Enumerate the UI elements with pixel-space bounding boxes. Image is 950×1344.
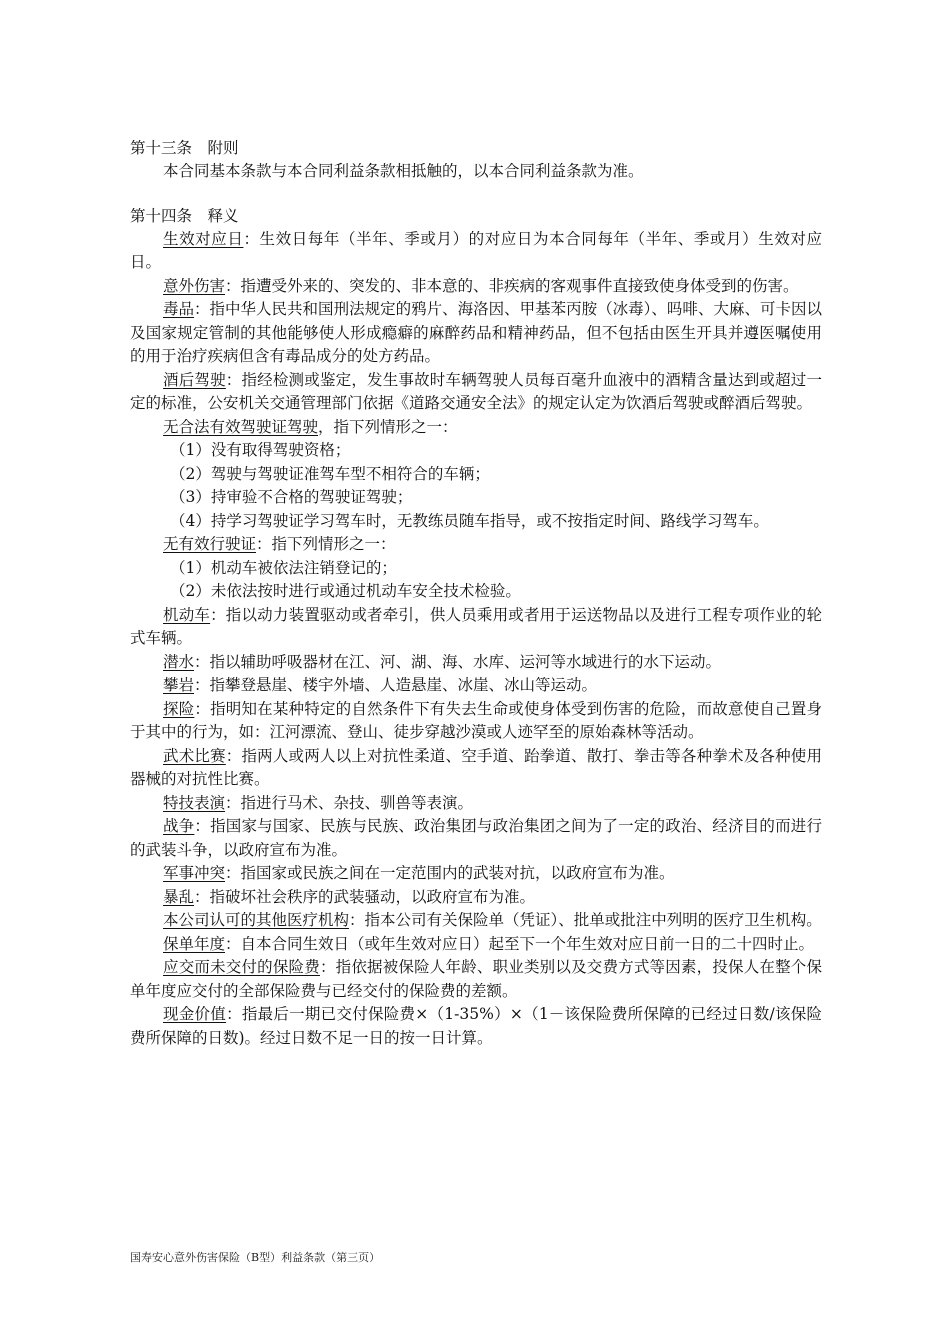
page-footer: 国寿安心意外伤害保险（B型）利益条款（第三页）	[130, 1251, 381, 1264]
definition-text: ：生效日每年（半年、季或月）的对应日为本合同每年（半年、季或月）生效对应日。	[130, 229, 822, 271]
definition-riot	[130, 886, 822, 910]
term: 探险	[163, 699, 195, 718]
list-item: （1）没有取得驾驶资格；	[170, 441, 351, 459]
term: 战争	[163, 817, 195, 835]
term: 保单年度	[163, 934, 226, 953]
definition-diving	[130, 651, 822, 675]
definition-medical-institution	[130, 909, 822, 933]
definition-text: ：指破坏社会秩序的武装骚动，以政府宣布为准。	[194, 887, 536, 906]
term: 武术比赛	[163, 746, 226, 765]
term: 毒品	[163, 300, 195, 318]
definition-text: ：指以动力装置驱动或者牵引，供人员乘用或者用于运送物品以及进行工程专项作业的轮式车辆。	[130, 605, 822, 647]
section-13-heading: 第十三条 附则	[130, 139, 239, 157]
definition-war	[130, 815, 822, 862]
definition-drugs	[130, 298, 822, 369]
definition-text: ：指最后一期已交付保险费×（1-35%）×（1－该保险费所保障的已经过日数/该保险费所保障的日数)。经过日数不足一日的按一日计算。	[130, 1005, 822, 1047]
term: 生效对应日	[163, 229, 244, 248]
term: 特技表演	[163, 793, 226, 812]
definition-policy-year	[130, 933, 822, 957]
definition-no-vehicle-license	[130, 533, 822, 557]
definition-text: ：指进行马术、杂技、驯兽等表演。	[225, 793, 474, 812]
definition-no-license	[130, 416, 822, 440]
term: 本公司认可的其他医疗机构	[163, 911, 350, 929]
definition-accident	[130, 275, 822, 299]
definition-stunt	[130, 792, 822, 816]
definition-effective-date	[130, 228, 822, 275]
definition-adventure	[130, 698, 822, 745]
definition-text: ，指下列情形之一：	[318, 417, 458, 436]
term: 无有效行驶证	[163, 535, 257, 553]
definition-text: ：指遭受外来的、突发的、非本意的、非疾病的客观事件直接致使身体受到的伤害。	[225, 276, 799, 295]
definition-text: ：自本合同生效日（或年生效对应日）起至下一个年生效对应日前一日的二十四时止。	[225, 934, 815, 953]
section-14	[130, 204, 822, 1051]
definition-motor-vehicle	[130, 604, 822, 651]
definition-text: ：指国家或民族之间在一定范围内的武装对抗，以政府宣布为准。	[225, 864, 675, 882]
definition-text: ：指国家与国家、民族与民族、政治集团与政治集团之间为了一定的政治、经济目的而进行的武装斗争，以政府宣布为准。	[130, 817, 822, 859]
definition-text: ：指经检测或鉴定，发生事故时车辆驾驶人员每百毫升血液中的酒精含量达到或超过一定的标准，公安机关交通管理部门依据《道路交通安全法》的规定认定为饮酒后驾驶或醉酒后驾驶。	[130, 370, 822, 412]
list-item: （2）未依法按时进行或通过机动车安全技术检验。	[170, 582, 521, 600]
section-13-text: 本合同基本条款与本合同利益条款相抵触的，以本合同利益条款为准。	[163, 162, 644, 180]
definition-text: ：指明知在某种特定的自然条件下有失去生命或使身体受到伤害的危险，而故意使自己置身于其中的行为，如：江河漂流、登山、徒步穿越沙漠或人迹罕至的原始森林等活动。	[130, 699, 822, 741]
document-page	[130, 136, 822, 1070]
list-item: （3）持审验不合格的驾驶证驾驶；	[170, 488, 413, 506]
definition-martial-arts	[130, 745, 822, 792]
list-item: （2）驾驶与驾驶证准驾车型不相符合的车辆；	[170, 464, 490, 483]
term: 酒后驾驶	[163, 370, 226, 389]
definition-climbing	[130, 674, 822, 698]
definition-text: ：指依据被保险人年龄、职业类别以及交费方式等因素，投保人在整个保单年度应交付的全部保险费与已经交付的保险费的差额。	[130, 958, 822, 1000]
definition-military-conflict	[130, 862, 822, 886]
section-13	[130, 136, 822, 184]
definition-text: ：指攀登悬崖、楼宇外墙、人造悬崖、冰崖、冰山等运动。	[194, 676, 598, 694]
term: 潜水	[163, 652, 195, 671]
definition-text: ：指两人或两人以上对抗性柔道、空手道、跆拳道、散打、拳击等各种拳术及各种使用器械的对抗性比赛。	[130, 746, 822, 788]
definition-text: ：指以辅助呼吸器材在江、河、湖、海、水库、运河等水域进行的水下运动。	[194, 652, 722, 671]
term: 意外伤害	[163, 276, 226, 295]
list-item: （1）机动车被依法注销登记的；	[170, 558, 397, 577]
term: 机动车	[163, 605, 211, 624]
definition-unpaid-premium	[130, 956, 822, 1003]
list-item: （4）持学习驾驶证学习驾车时，无教练员随车指导，或不按指定时间、路线学习驾车。	[170, 511, 769, 530]
definition-text: ：指本公司有关保险单（凭证）、批单或批注中列明的医疗卫生机构。	[349, 911, 822, 929]
term: 现金价值	[163, 1005, 227, 1023]
definition-text: ：指下列情形之一：	[256, 535, 396, 553]
definition-text: ：指中华人民共和国刑法规定的鸦片、海洛因、甲基苯丙胺（冰毒）、吗啡、大麻、可卡因以及国家规定管制的其他能够使人形成瘾癖的麻醉药品和精神药品，但不包括由医生开具并遵医嘱使用的用于治疗疾病但含有毒品成分的处方药品。	[130, 300, 822, 365]
term: 暴乱	[163, 887, 195, 906]
term: 攀岩	[163, 676, 195, 694]
definition-drunk-driving	[130, 369, 822, 416]
section-14-heading: 第十四条 释义	[130, 206, 239, 225]
term: 无合法有效驾驶证驾驶	[163, 417, 319, 436]
term: 军事冲突	[163, 864, 226, 882]
definition-cash-value	[130, 1003, 822, 1050]
term: 应交而未交付的保险费	[163, 958, 320, 976]
